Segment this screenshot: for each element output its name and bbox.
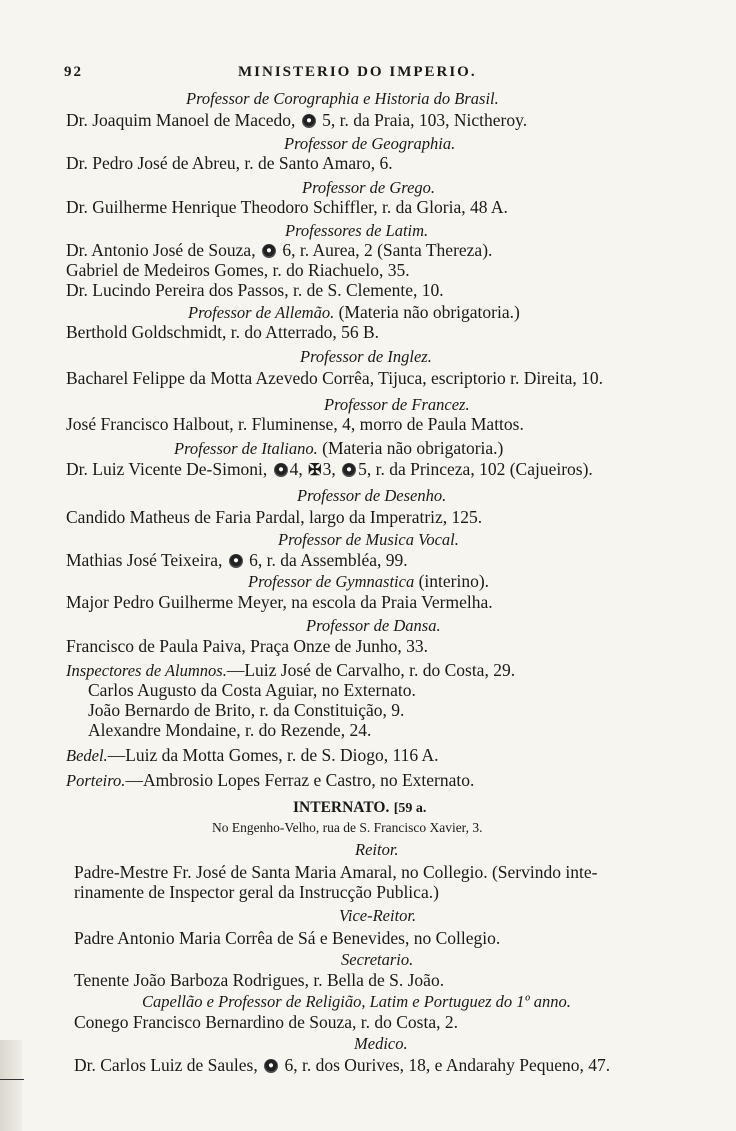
entry-line: Mathias José Teixeira, 6, r. da Assembléa, 99. [66,550,408,570]
section-heading: Professor de Grego. [302,178,436,197]
running-head: MINISTERIO DO IMPERIO. [238,64,477,80]
page-edge-shadow [0,1040,22,1131]
section-title-line: INTERNATO. [59 a. [293,799,427,816]
entry-line: Tenente João Barboza Rodrigues, r. Bella de S. João. [74,970,445,990]
section-heading: Professores de Latim. [285,221,429,240]
order-emblem-icon [264,1059,278,1073]
section-heading-line: Professor de Allemão. (Materia não obrigatoria.) [188,302,520,322]
section-heading: Secretario. [341,950,414,969]
order-emblem-icon [302,114,316,128]
entry-line: Gabriel de Medeiros Gomes, r. do Riachuelo, 35. [66,260,410,280]
entry-line: Dr. Pedro José de Abreu, r. de Santo Amaro, 6. [66,153,393,173]
entry-line: Francisco de Paula Paiva, Praça Onze de Junho, 33. [66,636,429,656]
order-emblem-icon [274,463,288,477]
section-heading: Medico. [354,1034,408,1053]
section-heading: Professor de Geographia. [284,134,456,153]
entry-line: Alexandre Mondaine, r. do Rezende, 24. [88,720,372,740]
entry-line: José Francisco Halbout, r. Fluminense, 4, morro de Paula Mattos. [66,414,524,434]
entry-line: Dr. Guilherme Henrique Theodoro Schiffler, r. da Gloria, 48 A. [66,197,508,217]
section-heading-line: Professor de Gymnastica (interino). [248,571,490,591]
entry-line: Candido Matheus de Faria Pardal, largo da Imperatriz, 125. [66,507,483,527]
entry-line: Dr. Luiz Vicente De-Simoni, 4, ✠3, 5, r. da Princeza, 102 (Cajueiros). [66,459,593,479]
section-heading: Professor de Musica Vocal. [278,530,459,549]
address-line: No Engenho-Velho, rua de S. Francisco Xavier, 3. [212,820,483,835]
entry-line: João Bernardo de Brito, r. da Constituição, 9. [88,700,405,720]
section-heading: Professor de Inglez. [300,347,432,366]
entry-line: Inspectores de Alumnos.—Luiz José de Carvalho, r. do Costa, 29. [66,660,516,680]
entry-line: Porteiro.—Ambrosio Lopes Ferraz e Castro, no Externato. [66,770,475,790]
section-heading: Professor de Francez. [324,395,470,414]
entry-line: Bacharel Felippe da Motta Azevedo Corrêa, Tijuca, escriptorio r. Direita, 10. [66,368,604,388]
section-heading: Professor de Dansa. [306,616,441,635]
entry-line: Dr. Antonio José de Souza, 6, r. Aurea, 2 (Santa Thereza). [66,240,493,260]
entry-line: Padre Antonio Maria Corrêa de Sá e Benevides, no Collegio. [74,928,501,948]
order-emblem-icon [229,554,243,568]
entry-line: Major Pedro Guilherme Meyer, na escola da Praia Vermelha. [66,592,493,612]
page-edge-line [0,1079,24,1080]
entry-line: rinamente de Inspector geral da Instrucção Publica.) [74,882,439,902]
section-heading: Vice-Reitor. [339,906,417,925]
cross-order-icon: ✠ [308,462,322,479]
entry-line: Dr. Lucindo Pereira dos Passos, r. de S. Clemente, 10. [66,280,444,300]
order-emblem-icon [262,244,276,258]
entry-line: Dr. Carlos Luiz de Saules, 6, r. dos Ourives, 18, e Andarahy Pequeno, 47. [74,1055,611,1075]
entry-line: Conego Francisco Bernardino de Souza, r. do Costa, 2. [74,1012,458,1032]
order-emblem-icon [342,463,356,477]
section-heading: Professor de Desenho. [297,486,447,505]
section-heading: Capellão e Professor de Religião, Latim e Portuguez do 1º anno. [142,992,571,1011]
section-heading: Professor de Corographia e Historia do Brasil. [186,89,499,108]
entry-line: Bedel.—Luiz da Motta Gomes, r. de S. Diogo, 116 A. [66,745,439,765]
page-number: 92 [64,64,83,80]
entry-line: Carlos Augusto da Costa Aguiar, no Externato. [88,680,416,700]
entry-line: Padre-Mestre Fr. José de Santa Maria Amaral, no Collegio. (Servindo inte- [74,862,598,882]
entry-line: Dr. Joaquim Manoel de Macedo, 5, r. da Praia, 103, Nictheroy. [66,110,528,130]
section-heading: Reitor. [355,840,399,859]
entry-line: Berthold Goldschmidt, r. do Atterrado, 56 B. [66,322,380,342]
section-heading-line: Professor de Italiano. (Materia não obrigatoria.) [174,438,504,458]
